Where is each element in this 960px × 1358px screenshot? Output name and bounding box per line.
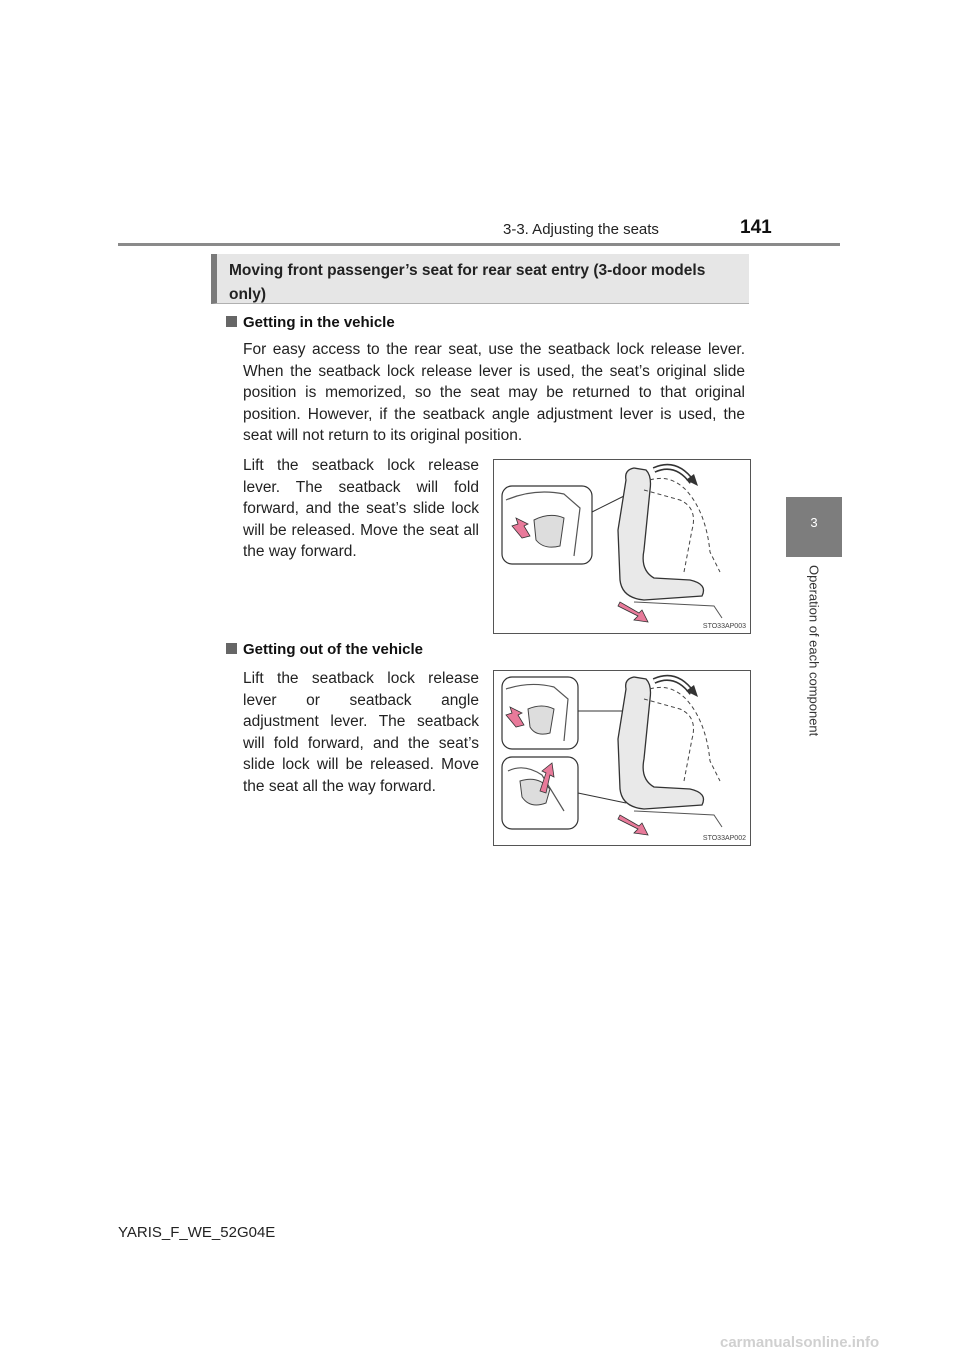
subheading-getting-out-text: Getting out of the vehicle	[243, 641, 424, 658]
getting-in-step: Lift the seatback lock release lever. The seatback will fold forward, and the seat’s slide lock will be released. Move the seat all the way forward.	[243, 457, 479, 561]
document-code: YARIS_F_WE_52G04E	[118, 1224, 276, 1241]
header-rule	[118, 243, 840, 246]
square-bullet-icon	[226, 643, 237, 654]
chapter-label: Operation of each component	[806, 565, 822, 737]
square-bullet-icon	[226, 316, 237, 327]
chapter-number: 3	[810, 515, 818, 530]
subheading-getting-out	[226, 641, 423, 658]
subheading-getting-in	[226, 314, 395, 331]
section-title: 3-3. Adjusting the seats	[503, 221, 659, 238]
chapter-label-container	[786, 565, 842, 785]
section-heading-box	[211, 254, 749, 304]
seat-diagram-icon	[494, 460, 750, 633]
getting-in-intro: For easy access to the rear seat, use the seatback lock release lever. When the seatback lock release lever is used, the seat’s original slide position is memorized, so the seat may be returned to that original position. However, if the seatback angle adjustment lever is used, the seat will not return to its original position.	[243, 341, 745, 445]
seat-illustration-getting-in	[493, 459, 751, 634]
watermark: carmanualsonline.info	[720, 1334, 880, 1351]
section-heading: Moving front passenger’s seat for rear seat entry (3-door models only)	[229, 262, 706, 303]
subheading-getting-in-text: Getting in the vehicle	[243, 314, 395, 331]
seat-diagram-icon	[494, 671, 750, 845]
figure-code: STO33AP003	[702, 623, 746, 630]
getting-out-step: Lift the seatback lock release lever or seatback angle adjustment lever. The seatback will fold forward, and the seat’s slide lock will be released. Move the seat all the way forward.	[243, 670, 479, 795]
page-number: 141	[740, 217, 772, 238]
seat-illustration-getting-out	[493, 670, 751, 846]
figure-code: STO33AP002	[702, 835, 746, 842]
